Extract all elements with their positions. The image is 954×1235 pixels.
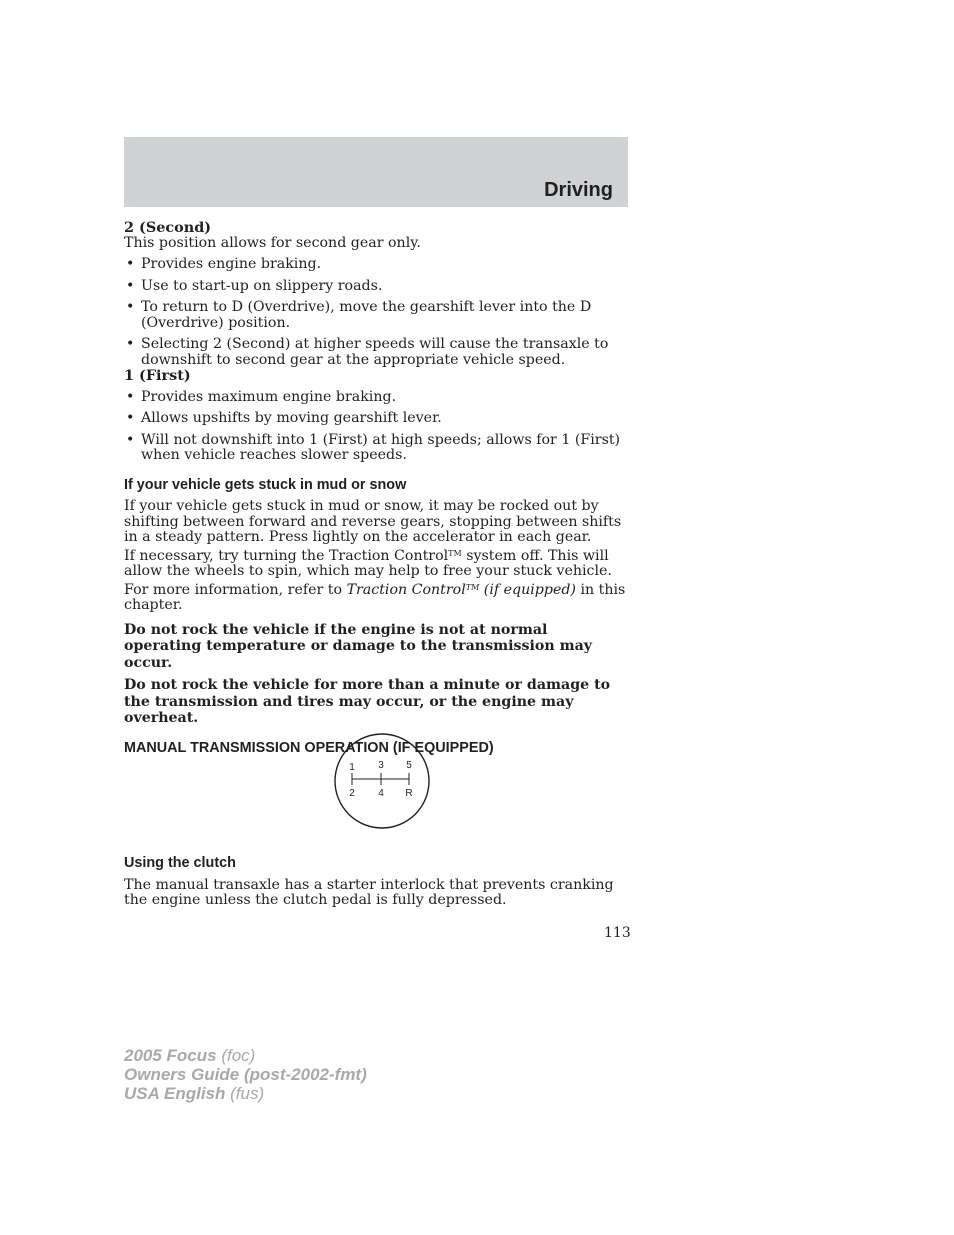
- stuck-para-1: If your vehicle gets stuck in mud or snow, it may be rocked out by shifting between forward and reverse gears, stopping between shifts in a steady pattern. Press lightly on the accelerator in each gear.: [124, 498, 622, 545]
- clutch-heading: Using the clutch: [124, 855, 236, 871]
- second-bullet-list: [124, 257, 628, 368]
- gear-label-1: 1: [349, 762, 355, 773]
- gear-label-2: 2: [349, 788, 355, 799]
- traction-control-reference: Traction Control™ (if equipped): [346, 581, 576, 598]
- gear-label-3: 3: [378, 760, 384, 771]
- list-item: • Allows upshifts by moving gearshift lever.: [126, 410, 442, 426]
- list-item: • Provides maximum engine braking.: [126, 388, 397, 405]
- clutch-para: The manual transaxle has a starter interlock that prevents cranking the engine unless the clutch pedal is fully depressed.: [124, 876, 614, 908]
- page-number: 113: [604, 925, 631, 941]
- warning-2: Do not rock the vehicle for more than a minute or damage to the transmission and tires may occur, or the engine may overheat.: [124, 677, 611, 726]
- shift-pattern-diagram: [333, 732, 431, 830]
- warning-1: Do not rock the vehicle if the engine is not at normal operating temperature or damage to the transmission may occur.: [124, 621, 593, 671]
- second-heading: 2 (Second): [124, 219, 212, 236]
- footer-line-2: Owners Guide (post-2002-fmt): [124, 1065, 367, 1084]
- shift-knob-outline: [335, 734, 429, 828]
- manual-heading: MANUAL TRANSMISSION OPERATION (IF EQUIPPED): [124, 739, 494, 756]
- gear-label-r: R: [405, 788, 413, 799]
- footer-line-1: 2005 Focus (foc): [124, 1046, 256, 1065]
- stuck-para-2: If necessary, try turning the Traction Control™ system off. This will allow the wheels to spin, which may help to free your stuck vehicle. For more information, refer to Traction Control™ (if equipped) in this chapter.: [124, 547, 626, 613]
- header-band: [124, 137, 628, 207]
- first-bullet-list: [124, 390, 628, 464]
- list-item: • Selecting 2 (Second) at higher speeds will cause the transaxle to downshift to second gear at the appropriate vehicle speed.: [126, 336, 609, 368]
- first-heading: 1 (First): [124, 367, 191, 384]
- second-intro: This position allows for second gear only.: [124, 234, 421, 251]
- page-content: [124, 220, 628, 756]
- footer: [124, 1046, 367, 1103]
- gear-label-5: 5: [406, 760, 412, 771]
- list-item: • To return to D (Overdrive), move the gearshift lever into the D (Overdrive) position.: [126, 299, 592, 331]
- footer-line-3: USA English (fus): [124, 1084, 265, 1103]
- section-title: Driving: [544, 179, 613, 201]
- gear-label-4: 4: [378, 788, 384, 799]
- list-item: • Will not downshift into 1 (First) at high speeds; allows for 1 (First) when vehicle reaches slower speeds.: [126, 431, 621, 463]
- list-item: • Use to start-up on slippery roads.: [126, 277, 383, 294]
- stuck-heading: If your vehicle gets stuck in mud or snow: [124, 476, 407, 493]
- list-item: • Provides engine braking.: [126, 256, 322, 272]
- clutch-section: [124, 856, 628, 909]
